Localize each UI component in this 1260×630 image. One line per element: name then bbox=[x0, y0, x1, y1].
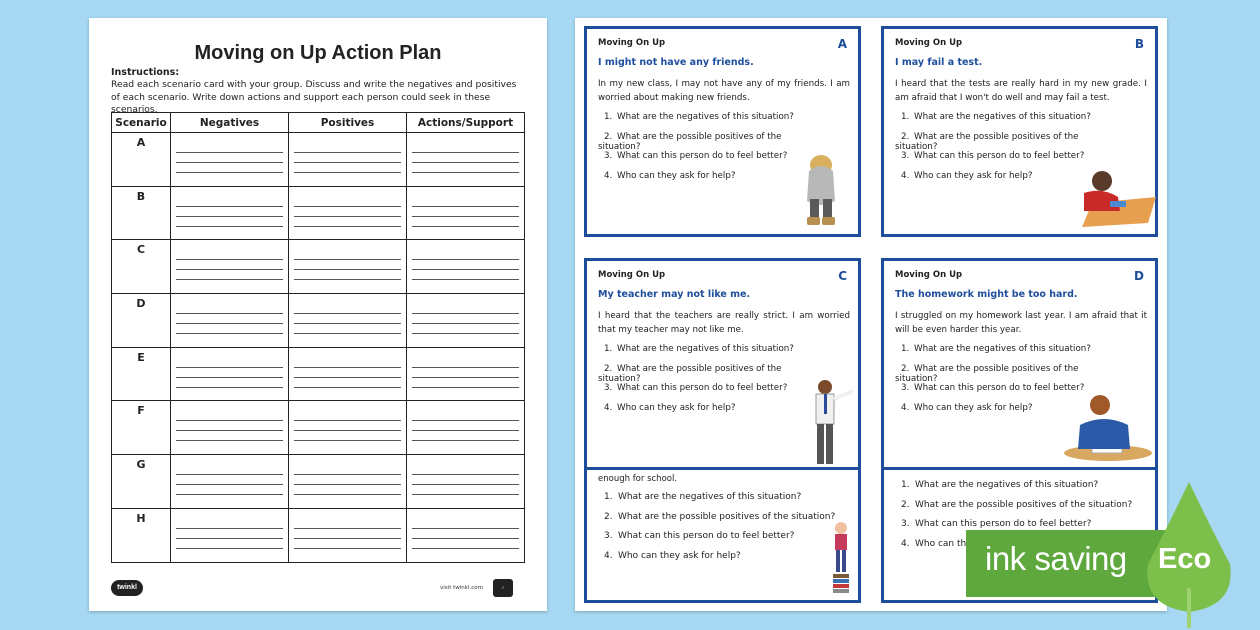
writing-line bbox=[176, 411, 283, 421]
writing-line bbox=[176, 378, 283, 388]
table-row bbox=[112, 455, 525, 509]
writing-line bbox=[412, 217, 519, 227]
question-item: 2. What are the possible positives of the situation? bbox=[901, 499, 1133, 510]
writing-lines-cell[interactable] bbox=[407, 186, 525, 240]
writing-line bbox=[412, 260, 519, 270]
writing-line bbox=[176, 368, 283, 378]
card-letter: C bbox=[838, 269, 847, 283]
writing-lines-cell[interactable] bbox=[407, 401, 525, 455]
writing-line bbox=[294, 539, 401, 549]
scenario-letter: D bbox=[112, 294, 171, 348]
writing-line bbox=[294, 207, 401, 217]
writing-lines-cell[interactable] bbox=[289, 240, 407, 294]
writing-line bbox=[412, 250, 519, 260]
writing-line bbox=[294, 143, 401, 153]
writing-line bbox=[176, 431, 283, 441]
question-item: 1. What are the negatives of this situation? bbox=[604, 344, 794, 354]
writing-line bbox=[294, 475, 401, 485]
writing-line bbox=[412, 465, 519, 475]
back-scenario-card-left bbox=[584, 463, 861, 603]
table-row bbox=[112, 401, 525, 455]
writing-line bbox=[294, 304, 401, 314]
writing-lines-cell[interactable] bbox=[289, 133, 407, 187]
table-row bbox=[112, 186, 525, 240]
writing-line bbox=[176, 358, 283, 368]
writing-line bbox=[294, 431, 401, 441]
writing-line bbox=[412, 304, 519, 314]
scenario-letter: B bbox=[112, 186, 171, 240]
question-item: 3. What can this person do to feel better? bbox=[901, 519, 1092, 530]
writing-line bbox=[412, 270, 519, 280]
table-row bbox=[112, 347, 525, 401]
sad-child-illustration bbox=[799, 151, 843, 231]
writing-line bbox=[412, 207, 519, 217]
action-plan-table bbox=[111, 112, 525, 563]
question-item: 3. What can this person do to feel better? bbox=[901, 383, 1085, 394]
quality-seal-icon: ✓ bbox=[493, 579, 513, 597]
question-item: 2. What are the possible positives of the situation? bbox=[604, 511, 836, 522]
column-header: Positives bbox=[289, 113, 407, 133]
child-on-books-illustration bbox=[827, 520, 855, 594]
writing-lines-cell[interactable] bbox=[171, 347, 289, 401]
writing-line bbox=[294, 324, 401, 334]
writing-line bbox=[294, 358, 401, 368]
card-questions bbox=[598, 344, 818, 423]
instructions-text: Read each scenario card with your group. Discuss and write the negatives and positives of each scenario. Write down actions and support each person could seek in these scenarios. bbox=[111, 79, 517, 115]
writing-line bbox=[412, 475, 519, 485]
card-subtitle: I might not have any friends. bbox=[598, 57, 754, 68]
card-description: I heard that the tests are really hard in my new grade. I am afraid that I won't do well and may fail a test. bbox=[895, 79, 1147, 103]
writing-line bbox=[294, 485, 401, 495]
question-item: 4. Who can they ask for help? bbox=[604, 403, 736, 414]
question-item: 3. What can this person do to feel better? bbox=[901, 151, 1085, 162]
writing-lines-cell[interactable] bbox=[289, 347, 407, 401]
question-item: 1. What are the negatives of this situation? bbox=[604, 112, 794, 122]
writing-line bbox=[176, 324, 283, 334]
scenario-letter: E bbox=[112, 347, 171, 401]
worksheet-title: Moving on Up Action Plan bbox=[194, 42, 442, 64]
action-plan-worksheet bbox=[89, 18, 547, 611]
worksheet-footer bbox=[111, 576, 533, 598]
table-header-row bbox=[112, 113, 525, 133]
writing-line bbox=[176, 250, 283, 260]
writing-line bbox=[412, 529, 519, 539]
student-doing-homework-illustration bbox=[1058, 391, 1154, 463]
writing-line bbox=[294, 153, 401, 163]
writing-line bbox=[176, 475, 283, 485]
writing-line bbox=[176, 163, 283, 173]
card-title: Moving On Up bbox=[598, 38, 666, 48]
writing-line bbox=[412, 143, 519, 153]
writing-line bbox=[176, 217, 283, 227]
card-title: Moving On Up bbox=[895, 270, 963, 280]
writing-line bbox=[176, 304, 283, 314]
card-questions bbox=[598, 112, 818, 191]
column-header: Scenario bbox=[112, 113, 171, 133]
writing-line bbox=[412, 358, 519, 368]
writing-line bbox=[176, 529, 283, 539]
question-item: 2. What are the possible positives of the situation? bbox=[895, 131, 1079, 152]
question-item: 4. Who can they ask for help? bbox=[901, 171, 1033, 182]
writing-line bbox=[176, 270, 283, 280]
writing-lines-cell[interactable] bbox=[407, 347, 525, 401]
scenario-letter: A bbox=[112, 133, 171, 187]
question-item: 3. What can this person do to feel better? bbox=[604, 531, 795, 542]
writing-line bbox=[176, 314, 283, 324]
back-card-questions bbox=[598, 492, 835, 571]
scenario-card-d bbox=[881, 258, 1158, 470]
writing-line bbox=[176, 207, 283, 217]
column-header: Actions/Support bbox=[407, 113, 525, 133]
question-item: 4. Who can they ask for help? bbox=[604, 551, 741, 562]
card-description: In my new class, I may not have any of my friends. I am worried about making new friends. bbox=[598, 79, 850, 103]
writing-lines-cell[interactable] bbox=[171, 401, 289, 455]
question-item: 1. What are the negatives of this situation? bbox=[901, 480, 1099, 490]
writing-lines-cell[interactable] bbox=[407, 240, 525, 294]
writing-lines-cell[interactable] bbox=[171, 455, 289, 509]
writing-line bbox=[176, 485, 283, 495]
teacher-pointing-illustration bbox=[809, 379, 857, 467]
ink-saving-label: ink saving bbox=[985, 540, 1127, 577]
writing-lines-cell[interactable] bbox=[171, 133, 289, 187]
writing-line bbox=[412, 163, 519, 173]
question-item: 2. What are the possible positives of the situation? bbox=[598, 131, 782, 152]
scenario-letter: H bbox=[112, 508, 171, 562]
writing-lines-cell[interactable] bbox=[171, 294, 289, 348]
writing-lines-cell[interactable] bbox=[407, 294, 525, 348]
writing-line bbox=[294, 250, 401, 260]
writing-lines-cell[interactable] bbox=[407, 455, 525, 509]
writing-line bbox=[412, 378, 519, 388]
table-row bbox=[112, 294, 525, 348]
writing-line bbox=[294, 163, 401, 173]
writing-line bbox=[412, 519, 519, 529]
writing-line bbox=[294, 529, 401, 539]
writing-line bbox=[294, 260, 401, 270]
writing-lines-cell[interactable] bbox=[171, 508, 289, 562]
writing-lines-cell[interactable] bbox=[289, 186, 407, 240]
writing-line bbox=[412, 431, 519, 441]
writing-line bbox=[294, 465, 401, 475]
instructions-heading: Instructions: bbox=[111, 67, 180, 78]
writing-line bbox=[294, 217, 401, 227]
question-item: 1. What are the negatives of this situation? bbox=[901, 344, 1091, 354]
twinkl-logo: twinkl bbox=[111, 580, 143, 596]
writing-lines-cell[interactable] bbox=[289, 294, 407, 348]
writing-line bbox=[294, 519, 401, 529]
question-item: 4. Who can th bbox=[901, 539, 967, 550]
scenario-card-b bbox=[881, 26, 1158, 237]
writing-line bbox=[176, 197, 283, 207]
card-description: I heard that the teachers are really strict. I am worried that my teacher may not like me. bbox=[598, 311, 850, 335]
writing-line bbox=[412, 485, 519, 495]
writing-line bbox=[294, 411, 401, 421]
writing-line bbox=[412, 153, 519, 163]
table-row bbox=[112, 133, 525, 187]
scenario-letter: C bbox=[112, 240, 171, 294]
scenario-card-a bbox=[584, 26, 861, 237]
eco-label: Eco bbox=[1158, 543, 1212, 575]
writing-line bbox=[176, 143, 283, 153]
card-subtitle: The homework might be too hard. bbox=[895, 289, 1078, 300]
card-letter: B bbox=[1134, 37, 1144, 51]
card-subtitle: I may fail a test. bbox=[895, 57, 983, 68]
writing-line bbox=[176, 260, 283, 270]
question-item: 1. What are the negatives of this situation? bbox=[901, 112, 1091, 122]
writing-lines-cell[interactable] bbox=[407, 508, 525, 562]
column-header: Negatives bbox=[171, 113, 289, 133]
writing-lines-cell[interactable] bbox=[289, 455, 407, 509]
writing-line bbox=[412, 314, 519, 324]
writing-line bbox=[176, 465, 283, 475]
table-row bbox=[112, 508, 525, 562]
writing-line bbox=[294, 378, 401, 388]
writing-line bbox=[412, 411, 519, 421]
question-item: 2. What are the possible positives of the situation? bbox=[598, 363, 782, 384]
scenario-letter: F bbox=[112, 401, 171, 455]
scenario-letter: G bbox=[112, 455, 171, 509]
question-item: 4. Who can they ask for help? bbox=[901, 403, 1033, 414]
writing-line bbox=[412, 539, 519, 549]
writing-line bbox=[176, 539, 283, 549]
card-peek-text: enough for school. bbox=[598, 474, 678, 484]
writing-line bbox=[294, 314, 401, 324]
writing-line bbox=[294, 368, 401, 378]
question-item: 1. What are the negatives of this situation? bbox=[604, 492, 802, 502]
writing-line bbox=[294, 421, 401, 431]
writing-lines-cell[interactable] bbox=[171, 186, 289, 240]
question-item: 2. What are the possible positives of the situation? bbox=[895, 363, 1079, 384]
card-letter: A bbox=[837, 37, 847, 51]
question-item: 3. What can this person do to feel better? bbox=[604, 383, 788, 394]
card-title: Moving On Up bbox=[598, 270, 666, 280]
writing-lines-cell[interactable] bbox=[407, 133, 525, 187]
visit-link-text: visit twinkl.com bbox=[440, 585, 483, 591]
card-subtitle: My teacher may not like me. bbox=[598, 289, 751, 300]
writing-line bbox=[176, 421, 283, 431]
student-at-desk-illustration bbox=[1062, 167, 1158, 227]
writing-line bbox=[412, 324, 519, 334]
writing-line bbox=[412, 368, 519, 378]
table-row bbox=[112, 240, 525, 294]
card-letter: D bbox=[1134, 269, 1144, 283]
question-item: 4. Who can they ask for help? bbox=[604, 171, 736, 182]
card-description: I struggled on my homework last year. I am afraid that it will be even harder this year. bbox=[895, 311, 1147, 335]
writing-line bbox=[176, 153, 283, 163]
scenario-card-sheet bbox=[575, 18, 1167, 611]
writing-line bbox=[412, 197, 519, 207]
writing-lines-cell[interactable] bbox=[289, 401, 407, 455]
writing-lines-cell[interactable] bbox=[171, 240, 289, 294]
question-item: 3. What can this person do to feel better? bbox=[604, 151, 788, 162]
writing-line bbox=[412, 421, 519, 431]
writing-line bbox=[176, 519, 283, 529]
writing-lines-cell[interactable] bbox=[289, 508, 407, 562]
writing-line bbox=[294, 270, 401, 280]
scenario-card-c bbox=[584, 258, 861, 470]
writing-line bbox=[294, 197, 401, 207]
card-title: Moving On Up bbox=[895, 38, 963, 48]
